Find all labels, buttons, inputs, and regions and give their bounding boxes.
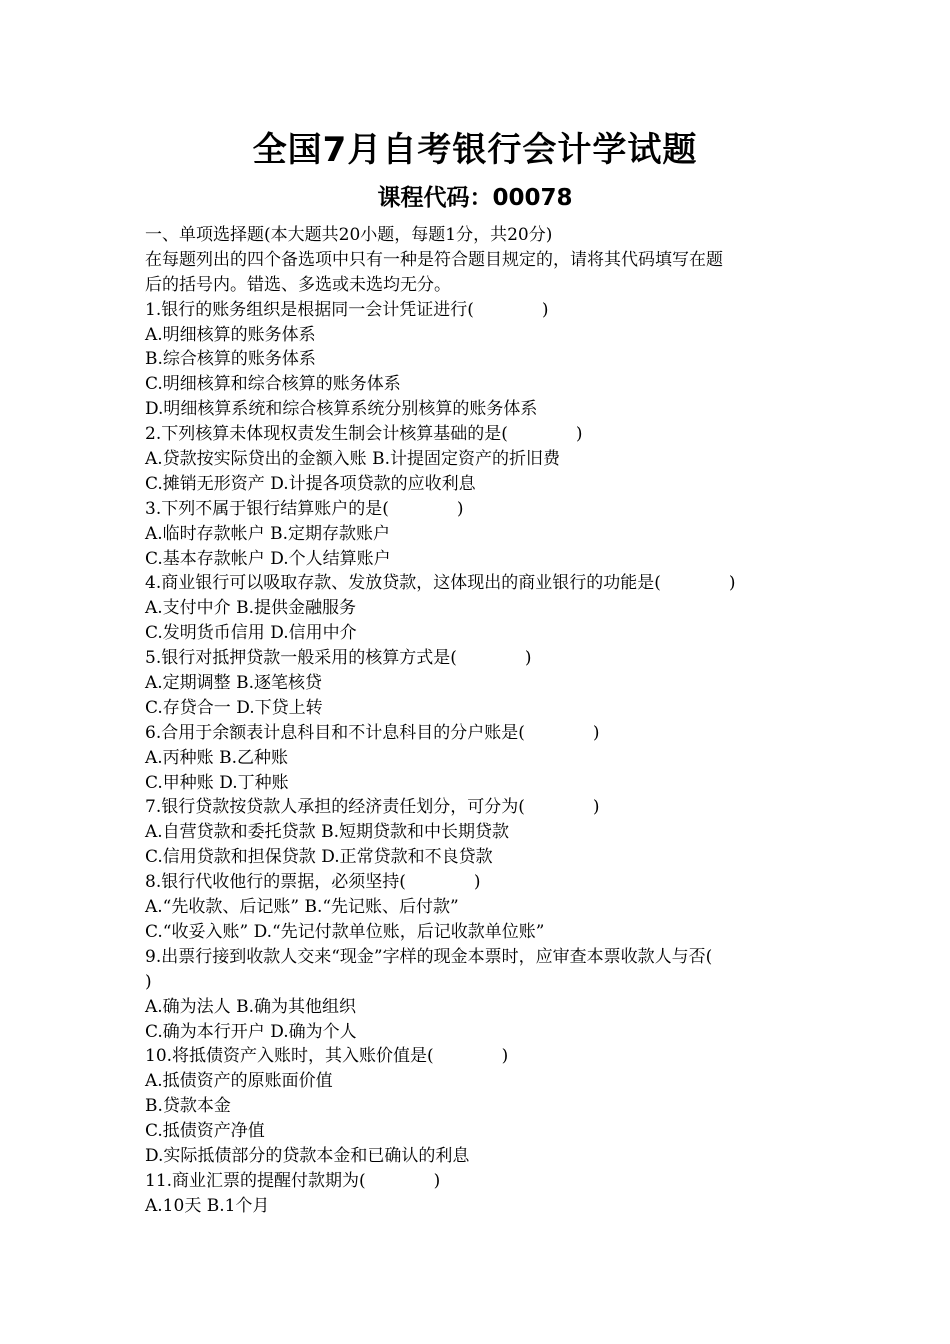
text-line: 后的括号内。错选、多选或未选均无分。 <box>145 274 451 295</box>
text-line: A.贷款按实际贷出的金额入账 B.计提固定资产的折旧费 <box>145 449 560 470</box>
text-line: 8.银行代收他行的票据，必须坚持( ) <box>145 872 481 893</box>
text-line: C.甲种账 D.丁种账 <box>145 772 289 793</box>
text-line: 7.银行贷款按贷款人承担的经济责任划分，可分为( ) <box>145 797 600 818</box>
text-line: C.信用贷款和担保贷款 D.正常贷款和不良贷款 <box>145 847 493 868</box>
text-line: A.抵债资产的原账面价值 <box>145 1071 333 1092</box>
course-code: 课程代码：00078 <box>377 185 573 211</box>
text-line: D.明细核算系统和综合核算系统分别核算的账务体系 <box>145 399 538 420</box>
text-line: C.抵债资产净值 <box>145 1121 265 1142</box>
text-line: ) <box>145 971 152 992</box>
text-line: C.摊销无形资产 D.计提各项贷款的应收利息 <box>145 473 476 494</box>
text-line: C.确为本行开户 D.确为个人 <box>145 1021 357 1042</box>
text-line: A.确为法人 B.确为其他组织 <box>145 996 356 1017</box>
text-line: C.存贷合一 D.下贷上转 <box>145 697 323 718</box>
text-line: C.明细核算和综合核算的账务体系 <box>145 374 401 395</box>
text-line: 9.出票行接到收款人交来“现金”字样的现金本票时，应审查本票收款人与否( <box>145 946 713 967</box>
text-line: C.“收妥入账” D.“先记付款单位账，后记收款单位账” <box>145 921 545 942</box>
text-line: A.“先收款、后记账” B.“先记账、后付款” <box>145 897 459 918</box>
text-line: 在每题列出的四个备选项中只有一种是符合题目规定的，请将其代码填写在题 <box>145 249 723 270</box>
exam-body <box>145 223 815 1219</box>
text-line: 1.银行的账务组织是根据同一会计凭证进行( ) <box>145 299 549 320</box>
text-line: 3.下列不属于银行结算账户的是( ) <box>145 498 464 519</box>
text-line: 11.商业汇票的提醒付款期为( ) <box>145 1170 441 1191</box>
text-line: A.临时存款帐户 B.定期存款账户 <box>145 523 390 544</box>
text-line: 5.银行对抵押贷款一般采用的核算方式是( ) <box>145 648 532 669</box>
text-line: B.综合核算的账务体系 <box>145 349 316 370</box>
text-line: A.支付中介 B.提供金融服务 <box>145 598 356 619</box>
text-line: C.基本存款帐户 D.个人结算账户 <box>145 548 391 569</box>
text-line: B.贷款本金 <box>145 1096 231 1117</box>
page-title: 全国7月自考银行会计学试题 <box>252 130 698 170</box>
text-line: 6.合用于余额表计息科目和不计息科目的分户账是( ) <box>145 722 600 743</box>
text-line: A.明细核算的账务体系 <box>145 324 316 345</box>
text-line: D.实际抵债部分的贷款本金和已确认的利息 <box>145 1145 470 1166</box>
text-line: C.发明货币信用 D.信用中介 <box>145 623 357 644</box>
text-line: 4.商业银行可以吸取存款、发放贷款，这体现出的商业银行的功能是( ) <box>145 573 736 594</box>
text-line: A.自营贷款和委托贷款 B.短期贷款和中长期贷款 <box>145 822 509 843</box>
text-line: A.丙种账 B.乙种账 <box>145 747 288 768</box>
text-line: 2.下列核算未体现权责发生制会计核算基础的是( ) <box>145 424 583 445</box>
text-line: A.定期调整 B.逐笔核贷 <box>145 673 322 694</box>
text-line: 10.将抵债资产入账时，其入账价值是( ) <box>145 1046 509 1067</box>
text-line: 一、单项选择题(本大题共20小题，每题1分，共20分) <box>145 225 553 245</box>
text-line: A.10天 B.1个月 <box>145 1195 270 1216</box>
